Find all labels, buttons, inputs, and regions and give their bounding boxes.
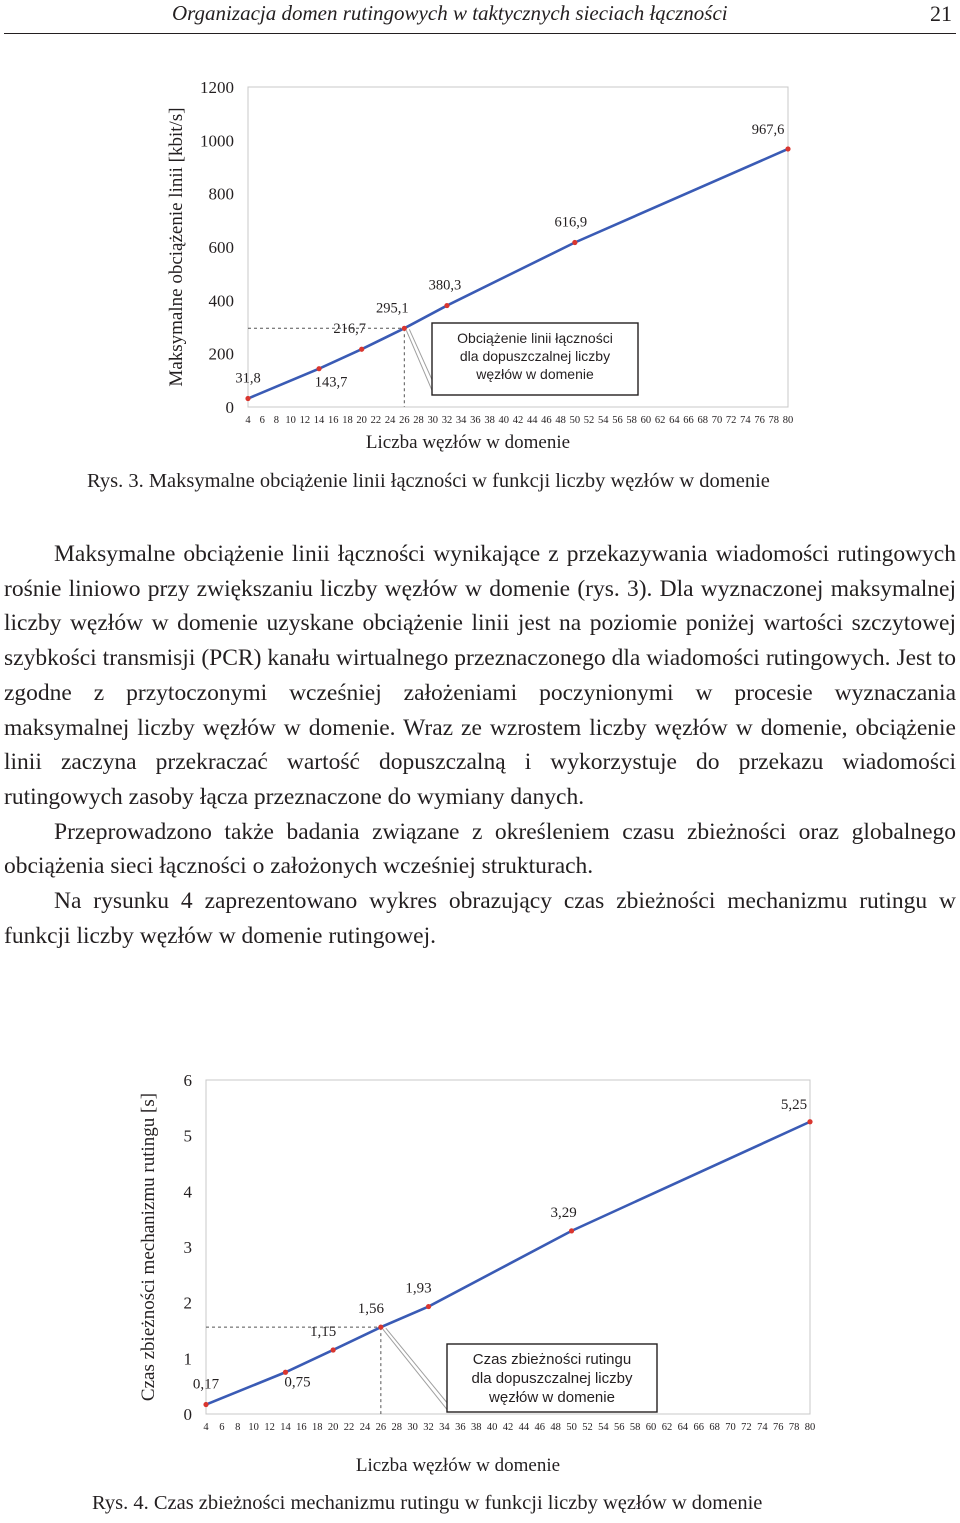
- x-tick-label: 12: [264, 1422, 275, 1433]
- y-tick-label: 4: [183, 1182, 192, 1202]
- x-tick-label: 46: [534, 1422, 546, 1433]
- data-label: 143,7: [314, 374, 348, 391]
- x-tick-label: 60: [645, 1422, 657, 1433]
- data-point: [785, 146, 790, 151]
- y-axis-label: Czas zbieżności mechanizmu rutingu [s]: [138, 1092, 159, 1402]
- x-tick-label: 78: [768, 415, 780, 426]
- y-tick-label: 0: [225, 398, 234, 417]
- data-label: 1,93: [405, 1280, 432, 1297]
- data-label: 295,1: [376, 300, 409, 317]
- x-tick-label: 14: [280, 1422, 291, 1433]
- x-tick-label: 22: [343, 1422, 355, 1433]
- x-tick-label: 80: [782, 415, 794, 426]
- x-tick-label: 58: [629, 1422, 641, 1433]
- x-tick-label: 74: [740, 415, 751, 426]
- x-tick-label: 28: [391, 1422, 402, 1433]
- y-tick-label: 400: [208, 291, 234, 311]
- data-label: 1,56: [357, 1301, 384, 1318]
- paragraph-3: Na rysunku 4 zaprezentowano wykres obrazujący czas zbieżności mechanizmu rutingu w funkcji liczby węzłów w domenie rutingowej.: [4, 888, 956, 949]
- data-point: [359, 347, 364, 352]
- y-tick-label: 5: [183, 1126, 192, 1146]
- y-tick-label: 600: [208, 238, 234, 257]
- paragraph-2: Przeprowadzono także badania związane z określeniem czasu zbieżności oraz globalnego obciążenia sieci łączności o założonych wcześniej strukturach.: [4, 818, 956, 880]
- x-tick-label: 34: [439, 1422, 450, 1433]
- x-tick-label: 38: [470, 1422, 482, 1433]
- figure-3-chart: [160, 70, 810, 460]
- data-label: 0,75: [284, 1374, 311, 1391]
- annotation-line: Obciążenie linii łączności: [457, 330, 613, 346]
- x-tick-label: 10: [285, 415, 296, 426]
- x-tick-label: 44: [518, 1422, 530, 1433]
- body-text: [4, 537, 956, 953]
- data-label: 616,9: [554, 214, 588, 231]
- x-tick-label: 76: [772, 1422, 784, 1433]
- x-tick-label: 22: [370, 415, 382, 426]
- data-point: [572, 240, 577, 245]
- x-tick-label: 76: [754, 415, 765, 426]
- x-tick-label: 16: [296, 1422, 307, 1433]
- x-tick-label: 38: [484, 415, 495, 426]
- data-point: [203, 1402, 208, 1407]
- x-tick-label: 42: [502, 1422, 514, 1433]
- x-tick-label: 46: [541, 415, 552, 426]
- y-tick-label: 1000: [200, 131, 234, 151]
- x-tick-label: 50: [566, 1422, 577, 1433]
- x-tick-label: 16: [328, 415, 339, 426]
- x-tick-label: 64: [669, 415, 680, 426]
- data-label: 31,8: [235, 370, 261, 387]
- x-tick-label: 62: [661, 1422, 673, 1433]
- data-point: [378, 1325, 383, 1330]
- x-tick-label: 66: [683, 415, 694, 426]
- x-tick-label: 18: [312, 1422, 323, 1433]
- x-tick-label: 68: [697, 415, 708, 426]
- x-tick-label: 26: [375, 1422, 387, 1433]
- y-tick-label: 1: [183, 1349, 192, 1369]
- x-tick-label: 70: [725, 1422, 736, 1433]
- x-tick-label: 42: [512, 415, 524, 426]
- x-tick-label: 78: [788, 1422, 800, 1433]
- x-tick-label: 48: [555, 415, 566, 426]
- y-tick-label: 200: [208, 344, 234, 364]
- y-tick-label: 2: [183, 1293, 192, 1313]
- x-tick-label: 8: [273, 415, 280, 426]
- data-label: 1,15: [310, 1323, 337, 1340]
- x-tick-label: 6: [219, 1422, 225, 1433]
- x-tick-label: 64: [677, 1422, 689, 1433]
- x-tick-label: 28: [413, 415, 424, 426]
- running-header: [0, 0, 960, 34]
- data-label: 0,17: [192, 1376, 220, 1393]
- x-tick-label: 6: [259, 415, 265, 426]
- data-label: 3,29: [550, 1204, 577, 1221]
- x-tick-label: 40: [486, 1422, 498, 1433]
- data-point: [402, 326, 407, 331]
- page-number: 21: [930, 1, 952, 26]
- x-tick-label: 18: [342, 415, 353, 426]
- data-point: [426, 1304, 431, 1309]
- x-tick-label: 30: [407, 1422, 418, 1433]
- y-tick-label: 3: [183, 1238, 192, 1257]
- x-tick-label: 60: [640, 415, 652, 426]
- x-tick-label: 10: [248, 1422, 259, 1433]
- annotation-line: węzłów w domenie: [489, 1389, 615, 1406]
- x-tick-label: 44: [526, 415, 538, 426]
- annotation-text: [457, 330, 613, 382]
- x-tick-label: 80: [804, 1422, 816, 1433]
- x-tick-label: 32: [441, 415, 453, 426]
- data-point: [807, 1119, 812, 1124]
- figure-4-caption: Rys. 4. Czas zbieżności mechanizmu rutingu w funkcji liczby węzłów w domenie: [92, 1492, 763, 1514]
- data-label: 967,6: [751, 121, 785, 138]
- x-tick-label: 30: [427, 415, 438, 426]
- data-point: [316, 366, 321, 371]
- data-point: [444, 303, 449, 308]
- x-tick-label: 56: [612, 415, 623, 426]
- data-point: [245, 396, 250, 401]
- x-tick-label: 72: [741, 1422, 752, 1433]
- x-tick-label: 4: [203, 1422, 209, 1433]
- x-tick-label: 72: [725, 415, 737, 426]
- annotation-pointer: [406, 330, 434, 395]
- x-tick-label: 24: [384, 415, 396, 426]
- y-axis-label: Maksymalne obciążenie linii [kbit/s]: [166, 107, 187, 387]
- figure-4-chart: [132, 1060, 832, 1480]
- x-tick-label: 54: [598, 1422, 609, 1433]
- x-tick-label: 70: [711, 415, 723, 426]
- x-tick-label: 24: [359, 1422, 371, 1433]
- x-tick-label: 20: [356, 415, 367, 426]
- x-tick-label: 50: [569, 415, 581, 426]
- annotation-line: dla dopuszczalnej liczby: [471, 1370, 633, 1387]
- x-tick-label: 26: [399, 415, 410, 426]
- data-label: 216,7: [333, 321, 366, 338]
- x-tick-label: 48: [550, 1422, 561, 1433]
- annotation-line: węzłów w domenie: [476, 366, 594, 382]
- x-tick-label: 8: [235, 1422, 241, 1433]
- data-label: 380,3: [428, 277, 462, 294]
- y-tick-label: 6: [183, 1071, 192, 1090]
- x-tick-label: 62: [654, 415, 666, 426]
- y-tick-label: 800: [208, 184, 234, 204]
- annotation-line: Czas zbieżności rutingu: [472, 1351, 632, 1368]
- x-tick-label: 32: [423, 1422, 434, 1433]
- x-tick-label: 36: [455, 1422, 466, 1433]
- data-point: [569, 1228, 574, 1233]
- x-tick-label: 20: [327, 1422, 339, 1433]
- annotation-line: dla dopuszczalnej liczby: [459, 348, 611, 364]
- x-tick-label: 36: [470, 415, 481, 426]
- data-label: 5,25: [780, 1096, 808, 1113]
- x-tick-label: 58: [626, 415, 637, 426]
- x-tick-label: 68: [709, 1422, 720, 1433]
- x-axis-label: Liczba węzłów w domenie: [355, 1455, 561, 1476]
- paragraph-1: Maksymalne obciążenie linii łączności wynikające z przekazywania wiadomości rutingowych rośnie liniowo przy zwiększaniu liczby węzłów w domenie (rys. 3). Dla wyznaczonej maksymalnej liczby węzłów w domenie uzyskane obciążenie linii jest na poziomie poniżej wartości szczytowej szybkości transmisji (PCR) kanału wirtualnego przeznaczonego dla wiadomości rutingowych. Jest to zgodne z przytoczonymi wcześniej założeniami poczynionymi w procesie wyznaczania maksymalnej liczby węzłów w domenie. Wraz ze wzrostem liczby węzłów w domenie, obciążenie linii zaczyna przekraczać wartość dopuszczalną i wykorzystuje do przekazu wiadomości rutingowych zasoby łącza przeznaczone do wymiany danych.: [4, 541, 956, 810]
- x-tick-label: 34: [455, 415, 467, 426]
- x-tick-label: 14: [313, 415, 325, 426]
- x-tick-label: 12: [299, 415, 311, 426]
- header-rule: [4, 33, 956, 34]
- header-title: Organizacja domen rutingowych w taktycznych sieciach łączności: [172, 1, 728, 25]
- x-axis-label: Liczba węzłów w domenie: [365, 432, 571, 453]
- x-tick-label: 4: [245, 415, 251, 426]
- y-tick-label: 0: [183, 1405, 192, 1424]
- x-tick-label: 56: [614, 1422, 625, 1433]
- y-tick-label: 1200: [200, 78, 234, 97]
- annotation-pointer: [386, 1328, 453, 1410]
- data-point: [331, 1347, 336, 1352]
- figure-3-caption: Rys. 3. Maksymalne obciążenie linii łączności w funkcji liczby węzłów w domenie: [87, 470, 770, 492]
- x-tick-label: 40: [498, 415, 510, 426]
- x-tick-label: 52: [583, 415, 595, 426]
- x-tick-label: 52: [582, 1422, 593, 1433]
- x-tick-label: 54: [598, 415, 609, 426]
- x-tick-label: 74: [757, 1422, 768, 1433]
- annotation-text: [472, 1351, 633, 1406]
- x-tick-label: 66: [693, 1422, 704, 1433]
- annotation-pointer: [383, 1329, 449, 1412]
